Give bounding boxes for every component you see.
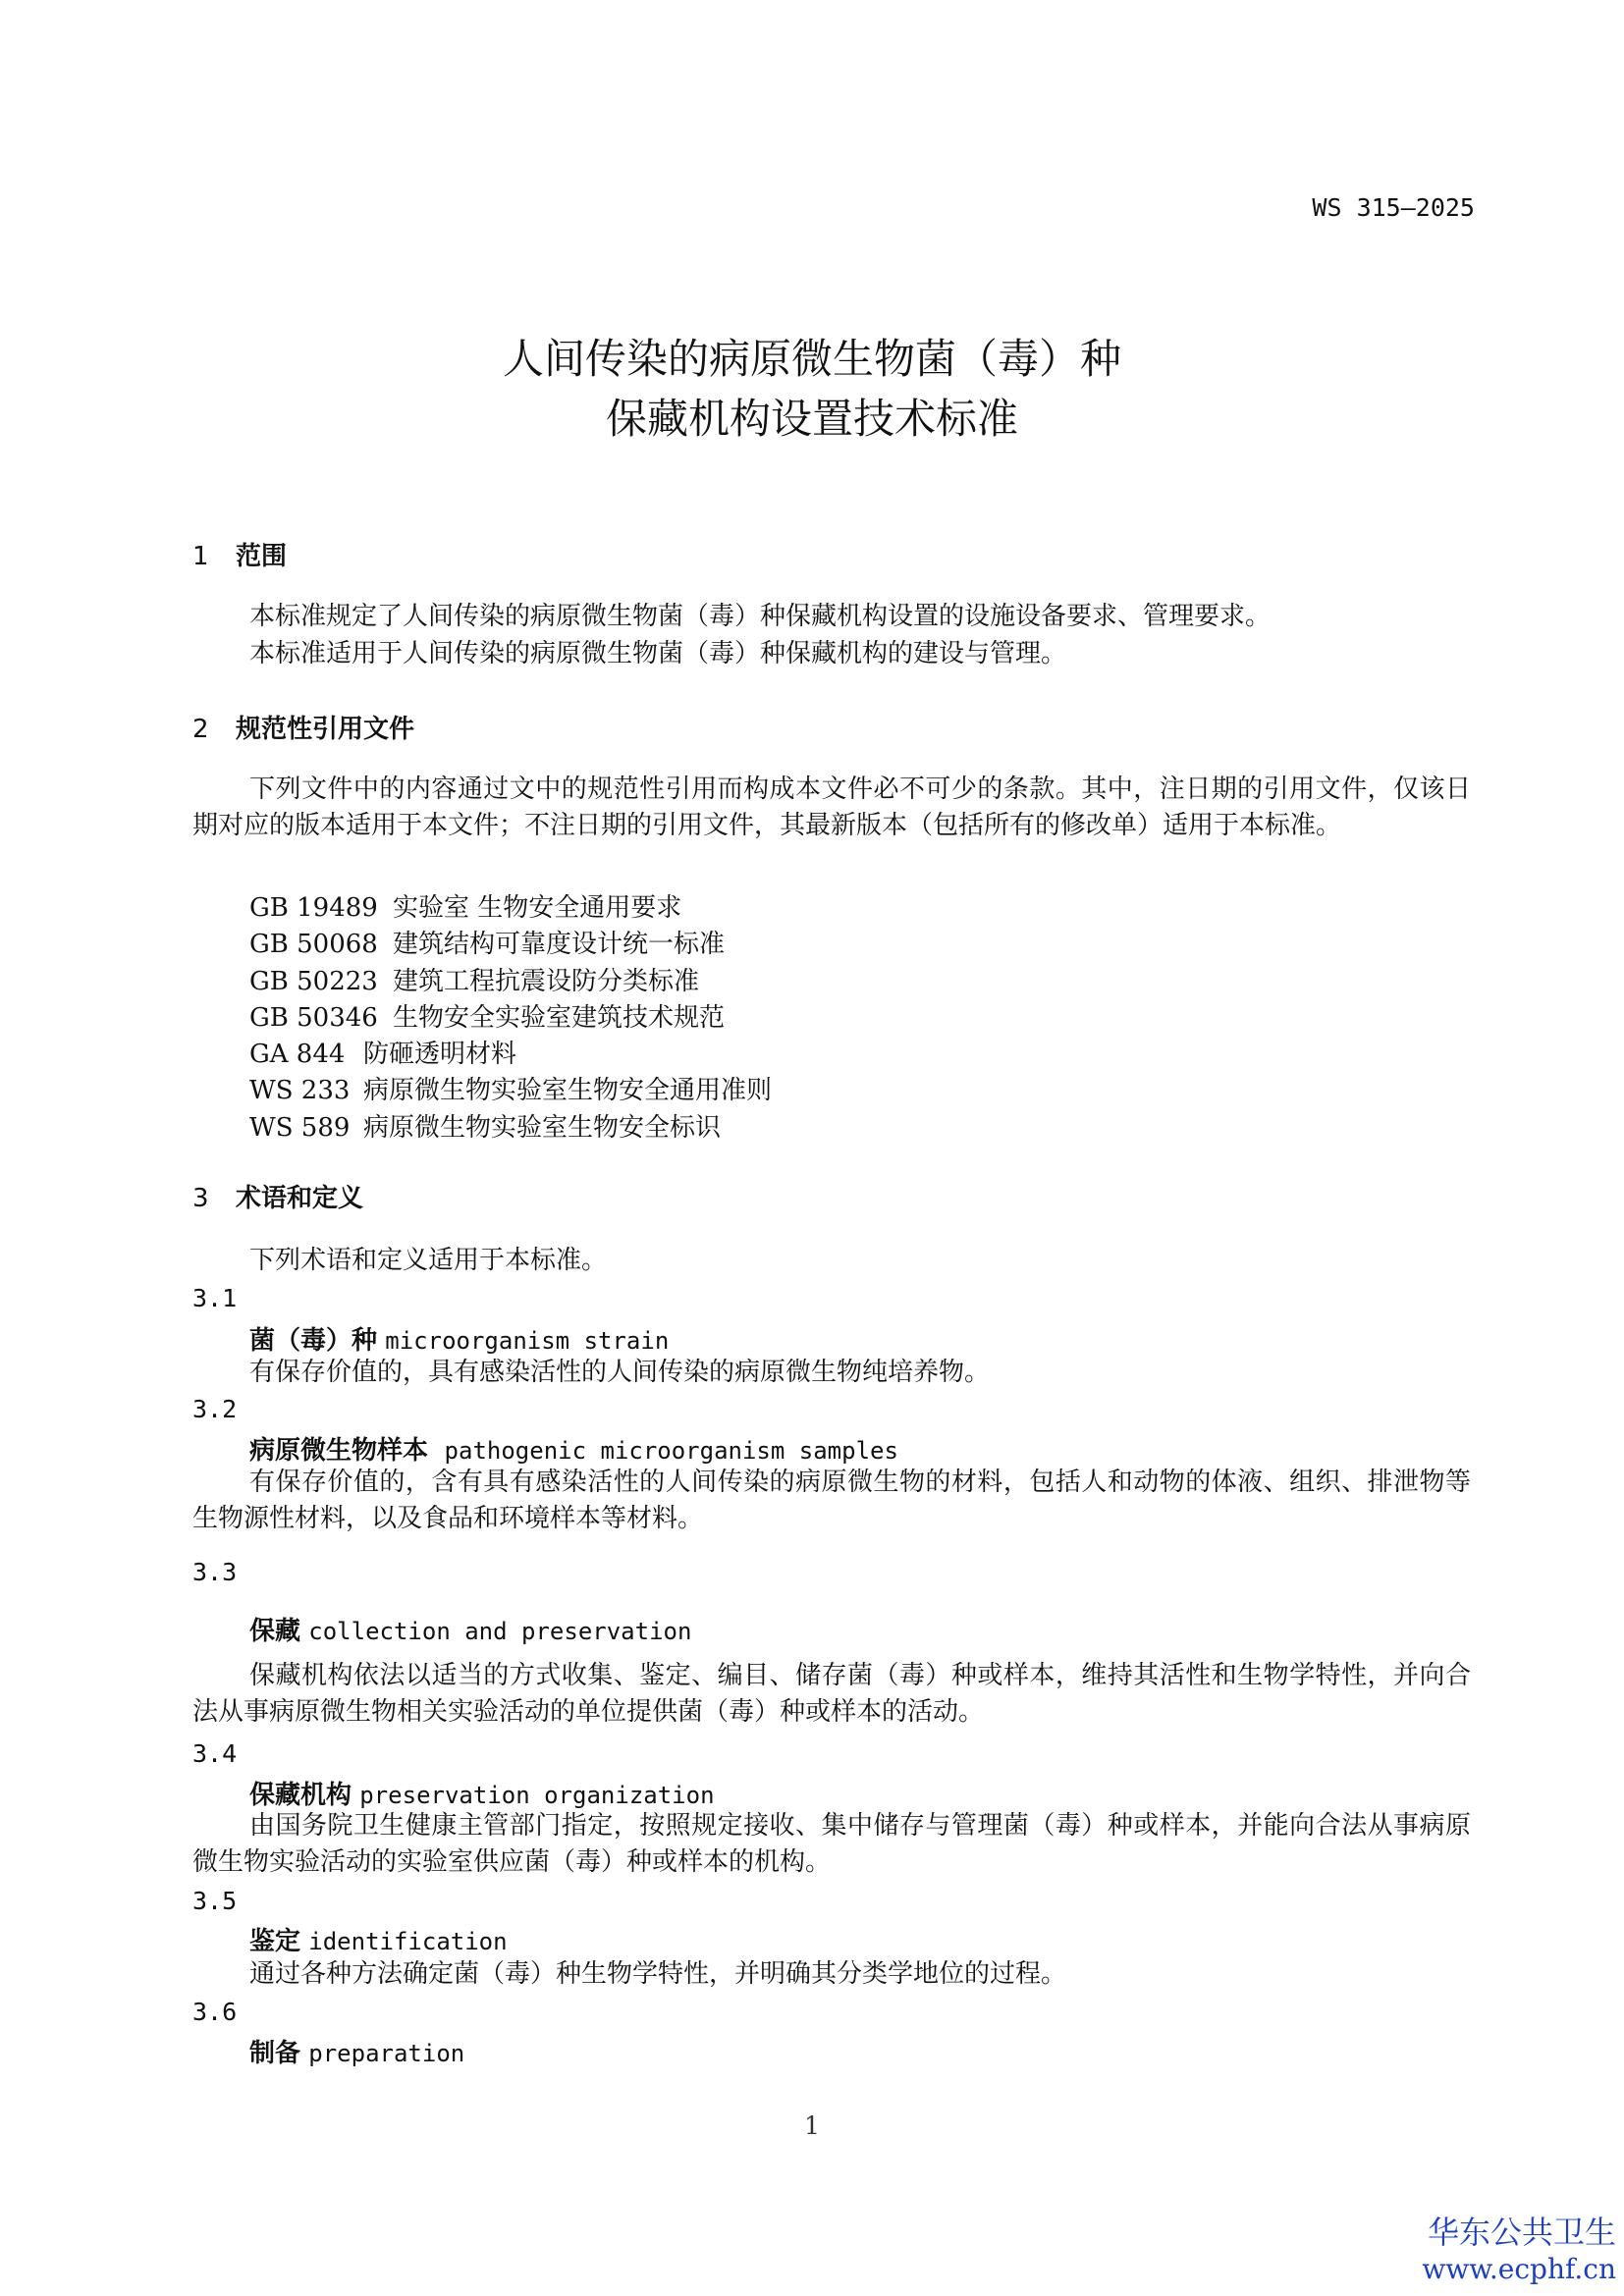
section-title: 术语和定义 <box>236 1184 364 1213</box>
section-title: 范围 <box>236 542 288 571</box>
section-number: 3 <box>192 1184 209 1213</box>
term-number: 3.4 <box>192 1739 238 1768</box>
reference-item: WS 233 病原微生物实验室生物安全通用准则 <box>249 1076 773 1105</box>
term-number: 3.1 <box>192 1284 238 1312</box>
reference-item: WS 589 病原微生物实验室生物安全标识 <box>249 1113 722 1143</box>
term-definition: 有保存价值的，具有感染活性的人间传染的病原微生物纯培养物。 <box>249 1358 991 1387</box>
section-3-intro: 下列术语和定义适用于本标准。 <box>249 1246 608 1275</box>
section-1-paragraph-1: 本标准规定了人间传染的病原微生物菌（毒）种保藏机构设置的设施设备要求、管理要求。 <box>249 602 1272 631</box>
term-number: 3.5 <box>192 1887 238 1915</box>
watermark <box>1422 2213 1616 2287</box>
watermark-url: www.ecphf.cn <box>1422 2253 1616 2285</box>
term-number: 3.3 <box>192 1558 238 1586</box>
section-1-paragraph-2: 本标准适用于人间传染的病原微生物菌（毒）种保藏机构的建设与管理。 <box>249 639 1067 668</box>
term-heading: 菌（毒）种 microorganism strain <box>249 1326 670 1356</box>
term-heading: 病原微生物样本 pathogenic microorganism samples <box>249 1436 898 1466</box>
section-title: 规范性引用文件 <box>236 715 415 744</box>
section-number: 2 <box>192 715 209 744</box>
standard-code: WS 315—2025 <box>1312 193 1475 222</box>
term-heading: 保藏 collection and preservation <box>249 1617 692 1646</box>
section-2-intro: 下列文件中的内容通过文中的规范性引用而构成本文件必不可少的条款。其中，注日期的引用文件，仅该日期对应的版本适用于本文件；不注日期的引用文件，其最新版本（包括所有的修改单）适用于本标准。 <box>192 774 1471 840</box>
term-heading: 鉴定 identification <box>249 1927 508 1956</box>
page-number: 1 <box>804 2111 820 2140</box>
term-definition: 通过各种方法确定菌（毒）种生物学特性，并明确其分类学地位的过程。 <box>249 1959 1067 1989</box>
term-definition: 保藏机构依法以适当的方式收集、鉴定、编目、储存菌（毒）种或样本，维持其活性和生物学特性，并向合法从事病原微生物相关实验活动的单位提供菌（毒）种或样本的活动。 <box>192 1661 1471 1727</box>
term-definition: 由国务院卫生健康主管部门指定，按照规定接收、集中储存与管理菌（毒）种或样本，并能向合法从事病原微生物实验活动的实验室供应菌（毒）种或样本的机构。 <box>192 1811 1471 1877</box>
reference-item: GB 50068 建筑结构可靠度设计统一标准 <box>249 930 726 959</box>
term-heading: 保藏机构 preservation organization <box>249 1781 715 1810</box>
watermark-name: 华东公共卫生 <box>1427 2214 1616 2251</box>
term-heading: 制备 preparation <box>249 2039 465 2068</box>
reference-item: GB 50223 建筑工程抗震设防分类标准 <box>249 967 700 996</box>
reference-item: GB 19489 实验室 生物安全通用要求 <box>249 893 682 923</box>
reference-item: GA 844 防砸透明材料 <box>249 1040 517 1069</box>
title-line-2: 保藏机构设置技术标准 <box>605 395 1018 443</box>
term-number: 3.6 <box>192 1998 238 2026</box>
reference-item: GB 50346 生物安全实验室建筑技术规范 <box>249 1003 726 1033</box>
term-definition: 有保存价值的，含有具有感染活性的人间传染的病原微生物的材料，包括人和动物的体液、组织、排泄物等生物源性材料，以及食品和环境样本等材料。 <box>192 1468 1471 1533</box>
section-3-heading <box>192 1178 363 1214</box>
section-1-heading <box>192 536 287 572</box>
section-number: 1 <box>192 542 209 571</box>
title-line-1: 人间传染的病原微生物菌（毒）种 <box>502 335 1121 383</box>
term-number: 3.2 <box>192 1395 238 1423</box>
section-2-heading <box>192 709 414 745</box>
document-title <box>0 329 1624 449</box>
